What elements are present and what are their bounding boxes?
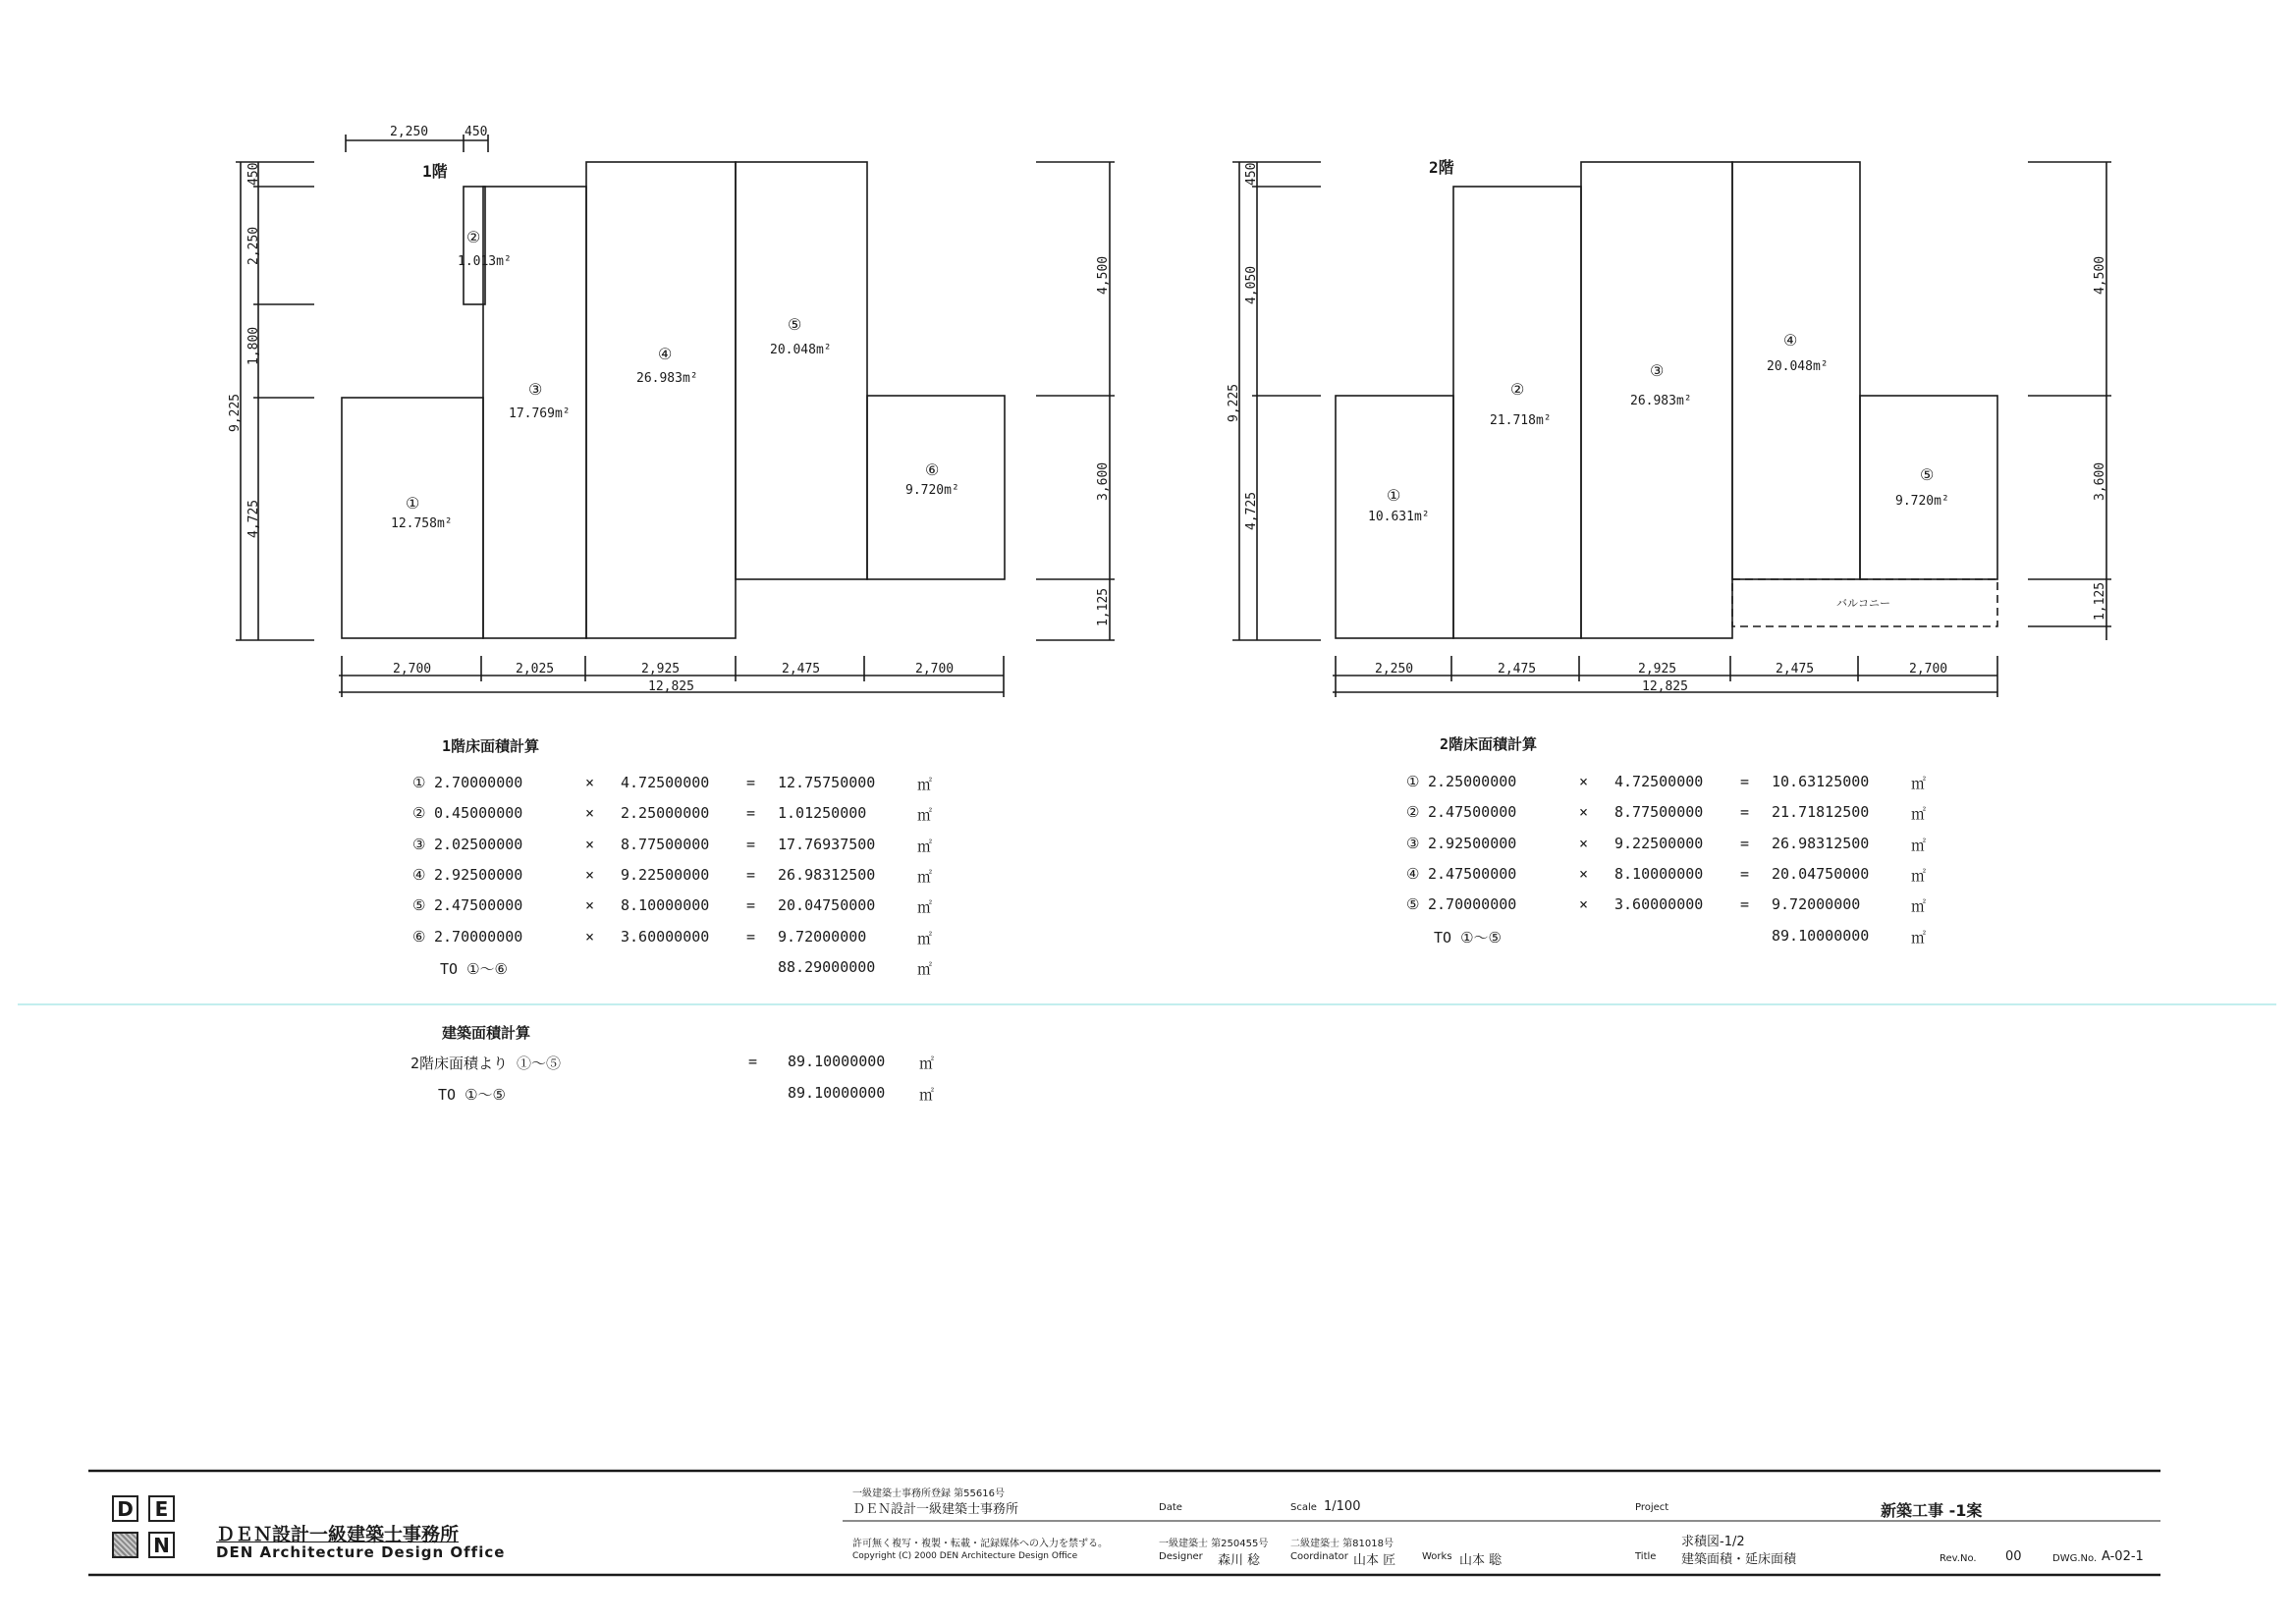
floor2-calc-row bbox=[1406, 835, 1995, 854]
floor1-bottom-dim: 2,025 bbox=[516, 662, 555, 676]
drawing-number: A-02-1 bbox=[2102, 1549, 2144, 1564]
floor1-calc-r: 17.76937500 bbox=[778, 835, 876, 853]
floor1-room-6-area: 9.720m² bbox=[905, 483, 959, 498]
floor2-bottom-dim: 2,475 bbox=[1776, 662, 1815, 676]
floor1-calc-row bbox=[412, 804, 1002, 824]
floor2-room-1-area: 10.631m² bbox=[1368, 510, 1430, 524]
floor2-room-2 bbox=[1453, 187, 1581, 638]
floor2-right-dim: 4,500 bbox=[2093, 255, 2107, 295]
scale-label: Scale bbox=[1290, 1502, 1317, 1513]
floor1-calc-r: 12.75750000 bbox=[778, 774, 876, 791]
building-row-label: 2階床面積より ①～⑤ bbox=[410, 1055, 562, 1072]
floor2-calc-total bbox=[1406, 927, 1995, 947]
building-row-eq: = bbox=[748, 1053, 758, 1070]
drawing-title-line2: 建築面積・延床面積 bbox=[1681, 1552, 1797, 1567]
floor2-calc-b: 3.60000000 bbox=[1614, 895, 1704, 914]
floor2-room-4-num: ④ bbox=[1783, 331, 1798, 350]
designer-name: 森川 稔 bbox=[1218, 1553, 1261, 1568]
floor2-calc-a: 2.25000000 bbox=[1428, 773, 1517, 790]
floor2-calc-a: 2.47500000 bbox=[1428, 864, 1517, 883]
floor1-right-dim: 4,500 bbox=[1096, 255, 1111, 295]
floor2-calc-row bbox=[1406, 895, 1995, 915]
drawing-title-line1: 求積図-1/2 bbox=[1681, 1535, 1745, 1549]
floor1-calc-row bbox=[412, 866, 1002, 886]
floor2-room-4-area: 20.048m² bbox=[1767, 359, 1829, 374]
floor1-calc-a: 2.70000000 bbox=[434, 927, 523, 946]
office-registration: 一級建築士事務所登録 第55616号 bbox=[852, 1488, 1005, 1499]
floor2-calc-eq: = bbox=[1740, 895, 1750, 914]
works-name: 山本 聡 bbox=[1459, 1553, 1503, 1568]
floor2-calc-eq: = bbox=[1740, 803, 1750, 822]
floor2-bottom-dim: 2,250 bbox=[1375, 662, 1414, 676]
floor1-room-4 bbox=[586, 162, 736, 638]
floor1-calc-num: ⑤ bbox=[412, 896, 426, 915]
floor1-calc-a: 2.47500000 bbox=[434, 896, 523, 915]
floor2-calc-op: × bbox=[1579, 864, 1589, 883]
floor1-room-5 bbox=[736, 162, 867, 579]
floor2-calc-num: ① bbox=[1406, 773, 1420, 790]
floor1-calc-op: × bbox=[585, 896, 595, 915]
floor1-room-4-num: ④ bbox=[658, 345, 673, 363]
floor2-calc-num: ④ bbox=[1406, 864, 1420, 883]
floor1-calc-num: ① bbox=[412, 774, 426, 791]
floor1-calc-r: 20.04750000 bbox=[778, 896, 876, 915]
floor2-title: 2階 bbox=[1429, 158, 1454, 177]
floor1-calc-b: 3.60000000 bbox=[621, 927, 710, 946]
logo-letter: D bbox=[112, 1495, 138, 1522]
floor1-calc-op: × bbox=[585, 927, 595, 946]
floor1-calc-b: 9.22500000 bbox=[621, 865, 710, 884]
floor2-calc-title: 2階床面積計算 bbox=[1440, 735, 1538, 753]
floor1-room-2-num: ② bbox=[466, 228, 481, 246]
floor1-calc-a: 2.92500000 bbox=[434, 865, 523, 884]
floor1-calc-row bbox=[412, 928, 1002, 947]
floor1-room-5-num: ⑤ bbox=[788, 315, 802, 334]
copy-notice: 許可無く複写・複製・転載・記録媒体への入力を禁ずる。 bbox=[852, 1539, 1108, 1549]
floor1-calc-title: 1階床面積計算 bbox=[442, 737, 540, 755]
building-calc-title: 建築面積計算 bbox=[442, 1024, 531, 1042]
office-name-en: DEN Architecture Design Office bbox=[216, 1543, 506, 1561]
floor1-bottom-dim: 2,475 bbox=[782, 662, 821, 676]
floor2-room-3-num: ③ bbox=[1650, 361, 1665, 380]
floor2-calc-b: 8.77500000 bbox=[1614, 803, 1704, 822]
works-label: Works bbox=[1422, 1551, 1452, 1562]
floor1-room-1-area: 12.758m² bbox=[391, 516, 453, 531]
floor1-calc-num: ④ bbox=[412, 865, 426, 884]
floor1-bottom-total: 12,825 bbox=[648, 679, 694, 694]
floor2-bottom-dim: 2,925 bbox=[1638, 662, 1677, 676]
floor2-calc-b: 9.22500000 bbox=[1614, 834, 1704, 852]
drawing-number-label: DWG.No. bbox=[2052, 1553, 2098, 1564]
floor1-room-3-area: 17.769m² bbox=[509, 406, 571, 421]
floor1-calc-r: 9.72000000 bbox=[778, 927, 867, 946]
floor1-calc-b: 8.10000000 bbox=[621, 896, 710, 915]
floor1-calc-eq: = bbox=[746, 865, 756, 884]
coordinator-name: 山本 匠 bbox=[1353, 1553, 1396, 1568]
floor1-room-1-num: ① bbox=[406, 494, 420, 513]
floor2-calc-num: ③ bbox=[1406, 834, 1420, 852]
floor1-top-dim: 450 bbox=[465, 125, 488, 139]
floor2-calc-r: 21.71812500 bbox=[1772, 803, 1870, 822]
floor2-calc-b: 8.10000000 bbox=[1614, 864, 1704, 883]
floor1-calc-unit: ㎡ bbox=[917, 898, 933, 917]
floor1-calc-unit: ㎡ bbox=[917, 867, 933, 886]
floor2-right-dim: 3,600 bbox=[2093, 461, 2107, 501]
floor1-calc-unit: ㎡ bbox=[917, 806, 933, 825]
logo-pattern-block bbox=[112, 1532, 138, 1558]
floor1-calc-r: 26.98312500 bbox=[778, 865, 876, 884]
floor1-calc-a: 2.02500000 bbox=[434, 835, 523, 853]
floor2-calc-op: × bbox=[1579, 895, 1589, 914]
floor1-calc-r: 1.01250000 bbox=[778, 804, 867, 823]
building-row-unit: ㎡ bbox=[919, 1055, 935, 1072]
floor2-calc-row bbox=[1406, 773, 1995, 792]
floor2-calc-eq: = bbox=[1740, 834, 1750, 852]
floor2-balcony-label: バルコニー bbox=[1836, 597, 1890, 610]
floor2-calc-a: 2.92500000 bbox=[1428, 834, 1517, 852]
floor1-calc-unit: ㎡ bbox=[917, 929, 933, 947]
floor1-calc-row bbox=[412, 896, 1002, 916]
floor1-left-dim: 1,800 bbox=[246, 326, 261, 365]
building-calc-total bbox=[0, 1084, 982, 1104]
floor1-calc-eq: = bbox=[746, 927, 756, 946]
designer-registration: 一級建築士 第250455号 bbox=[1159, 1539, 1269, 1549]
floor1-top-dim: 2,250 bbox=[390, 125, 429, 139]
floor1-left-total: 9,225 bbox=[228, 393, 243, 432]
floor2-calc-num: ② bbox=[1406, 803, 1420, 822]
floor1-calc-b: 8.77500000 bbox=[621, 835, 710, 853]
floor2-calc-unit: ㎡ bbox=[1911, 866, 1927, 885]
project-value: 新築工事 -1案 bbox=[1881, 1501, 1983, 1520]
floor1-calc-num: ⑥ bbox=[412, 927, 426, 946]
floor2-calc-r: 10.63125000 bbox=[1772, 773, 1870, 790]
floor1-calc-b: 2.25000000 bbox=[621, 804, 710, 823]
logo-letter: E bbox=[148, 1495, 175, 1522]
designer-label: Designer bbox=[1159, 1551, 1203, 1562]
floor1-right-dim: 3,600 bbox=[1096, 461, 1111, 501]
floor1-calc-eq: = bbox=[746, 804, 756, 823]
floor1-title: 1階 bbox=[422, 162, 448, 181]
floor2-bottom-dim: 2,700 bbox=[1909, 662, 1948, 676]
floor1-left-dim: 2,250 bbox=[246, 226, 261, 265]
floor2-plan bbox=[1232, 162, 2111, 697]
project-label: Project bbox=[1635, 1502, 1669, 1513]
floor2-calc-eq: = bbox=[1740, 773, 1750, 790]
floor2-calc-unit: ㎡ bbox=[1911, 836, 1927, 854]
floor2-calc-unit: ㎡ bbox=[1911, 775, 1927, 792]
revision-label: Rev.No. bbox=[1940, 1553, 1977, 1564]
coordinator-label: Coordinator bbox=[1290, 1551, 1348, 1562]
floor2-calc-r: 9.72000000 bbox=[1772, 895, 1861, 914]
floor2-calc-r: 26.98312500 bbox=[1772, 834, 1870, 852]
office-name-jp: ＤＥＮ設計一級建築士事務所 bbox=[216, 1524, 460, 1545]
floor2-left-dim: 4,725 bbox=[1244, 491, 1259, 530]
floor1-calc-a: 0.45000000 bbox=[434, 804, 523, 823]
building-total-unit: ㎡ bbox=[919, 1086, 935, 1104]
floor2-calc-op: × bbox=[1579, 803, 1589, 822]
copyright: Copyright (C) 2000 DEN Architecture Design Office bbox=[852, 1551, 1078, 1561]
floor1-room-2-area: 1.013m² bbox=[458, 254, 512, 269]
floor2-total-unit: ㎡ bbox=[1911, 928, 1927, 947]
floor2-calc-eq: = bbox=[1740, 864, 1750, 883]
floor1-calc-op: × bbox=[585, 865, 595, 884]
floor1-total-r: 88.29000000 bbox=[778, 957, 876, 976]
floor2-bottom-dim: 2,475 bbox=[1498, 662, 1537, 676]
floor2-calc-unit: ㎡ bbox=[1911, 897, 1927, 916]
floor1-calc-num: ③ bbox=[412, 835, 426, 853]
floor2-left-dim: 4,050 bbox=[1244, 265, 1259, 304]
floor2-calc-r: 20.04750000 bbox=[1772, 864, 1870, 883]
floor2-calc-a: 2.70000000 bbox=[1428, 895, 1517, 914]
floor2-room-2-num: ② bbox=[1510, 380, 1525, 399]
floor1-bottom-dim: 2,925 bbox=[641, 662, 681, 676]
floor2-bottom-total: 12,825 bbox=[1642, 679, 1688, 694]
floor1-total-unit: ㎡ bbox=[917, 959, 933, 978]
floor2-room-2-area: 21.718m² bbox=[1490, 413, 1552, 428]
floor1-calc-op: × bbox=[585, 804, 595, 823]
floor2-left-total: 9,225 bbox=[1227, 383, 1241, 422]
logo-letter: N bbox=[148, 1532, 175, 1558]
floor1-calc-a: 2.70000000 bbox=[434, 774, 523, 791]
building-calc-row bbox=[0, 1053, 982, 1072]
floor1-plan bbox=[236, 135, 1115, 697]
floor1-calc-eq: = bbox=[746, 774, 756, 791]
floor1-calc-num: ② bbox=[412, 804, 426, 823]
floor2-room-5-num: ⑤ bbox=[1920, 465, 1935, 484]
floor1-calc-unit: ㎡ bbox=[917, 837, 933, 855]
floor2-calc-b: 4.72500000 bbox=[1614, 773, 1704, 790]
office-registration-name: ＤＥＮ設計一級建築士事務所 bbox=[852, 1502, 1019, 1517]
floor2-calc-op: × bbox=[1579, 773, 1589, 790]
floor2-room-3-area: 26.983m² bbox=[1630, 394, 1692, 408]
floor2-room-5 bbox=[1860, 396, 1997, 579]
floor1-calc-b: 4.72500000 bbox=[621, 774, 710, 791]
building-total-result: 89.10000000 bbox=[788, 1084, 886, 1102]
floor2-calc-num: ⑤ bbox=[1406, 895, 1420, 914]
date-label: Date bbox=[1159, 1502, 1182, 1513]
floor2-left-dim: 450 bbox=[1244, 162, 1259, 186]
floor1-calc-eq: = bbox=[746, 896, 756, 915]
floor1-bottom-dim: 2,700 bbox=[915, 662, 955, 676]
floor2-calc-row bbox=[1406, 803, 1995, 823]
floor2-total-r: 89.10000000 bbox=[1772, 926, 1870, 945]
title-label: Title bbox=[1635, 1551, 1657, 1562]
floor1-calc-unit: ㎡ bbox=[917, 776, 933, 793]
floor1-room-3-num: ③ bbox=[528, 380, 543, 399]
floor2-right-dim: 1,125 bbox=[2093, 581, 2107, 621]
floor1-calc-op: × bbox=[585, 835, 595, 853]
coordinator-registration: 二級建築士 第81018号 bbox=[1290, 1539, 1394, 1549]
floor2-calc-a: 2.47500000 bbox=[1428, 803, 1517, 822]
floor2-calc-unit: ㎡ bbox=[1911, 805, 1927, 824]
floor2-calc-op: × bbox=[1579, 834, 1589, 852]
floor2-room-5-area: 9.720m² bbox=[1895, 494, 1949, 509]
floor2-total-label: TO ①～⑤ bbox=[1434, 928, 1502, 947]
scale-value: 1/100 bbox=[1324, 1499, 1361, 1514]
floor1-calc-row bbox=[412, 774, 1002, 793]
floor1-right-dim: 1,125 bbox=[1096, 587, 1111, 626]
floor1-total-label: TO ①～⑥ bbox=[440, 959, 508, 978]
floor2-room-1-num: ① bbox=[1387, 486, 1401, 505]
floor1-room-5-area: 20.048m² bbox=[770, 343, 832, 357]
building-row-result: 89.10000000 bbox=[788, 1053, 886, 1070]
revision-value: 00 bbox=[2005, 1549, 2022, 1564]
floor1-room-4-area: 26.983m² bbox=[636, 371, 698, 386]
floor1-calc-row bbox=[412, 836, 1002, 855]
floor1-calc-op: × bbox=[585, 774, 595, 791]
floor1-left-dim: 450 bbox=[246, 162, 261, 186]
floor1-left-dim: 4,725 bbox=[246, 499, 261, 538]
building-total-label: TO ①～⑤ bbox=[438, 1086, 506, 1104]
floor2-calc-row bbox=[1406, 865, 1995, 885]
floor1-calc-total bbox=[412, 958, 1002, 978]
floor1-room-6-num: ⑥ bbox=[925, 460, 940, 479]
floor1-calc-eq: = bbox=[746, 835, 756, 853]
floor1-bottom-dim: 2,700 bbox=[393, 662, 432, 676]
